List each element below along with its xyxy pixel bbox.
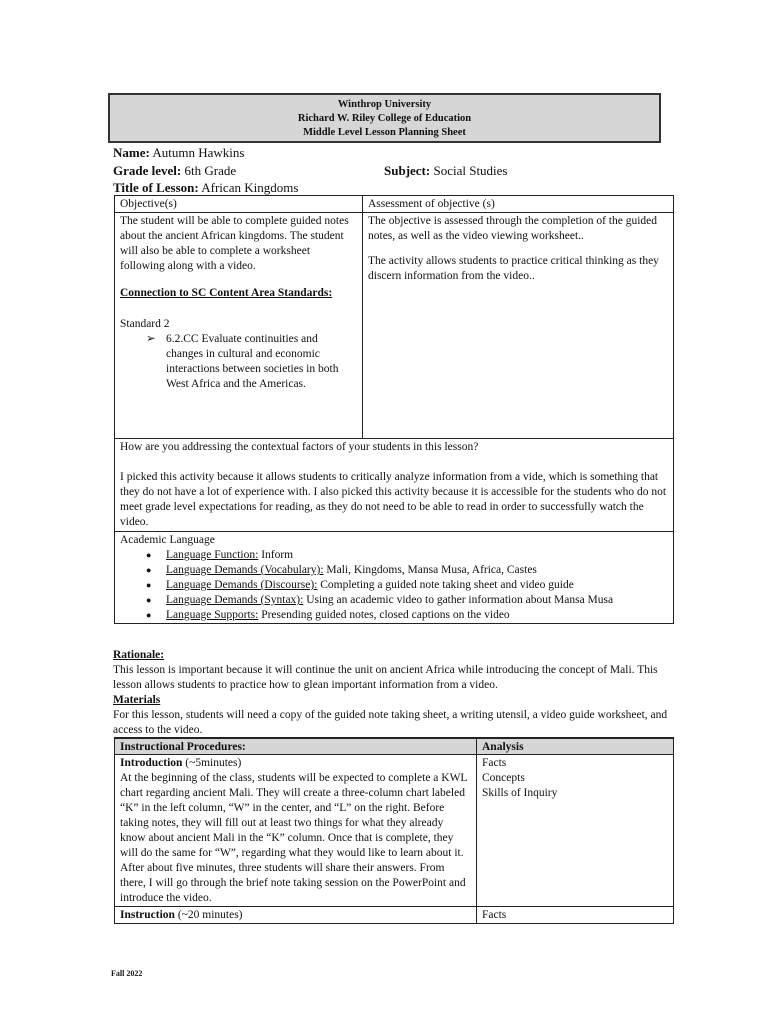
- assessment-cell: [363, 213, 674, 439]
- objective-text: The student will be able to complete guided notes about the ancient African kingdoms. The student will also be able to complete a worksheet following along with a video.: [120, 215, 349, 272]
- language-item-text: Using an academic video to gather information about Mansa Musa: [303, 594, 614, 606]
- objective-cell: [115, 213, 363, 439]
- analysis-item: Facts: [482, 757, 507, 769]
- instruction-analysis: Facts: [477, 907, 674, 924]
- name-value: Autumn Hawkins: [152, 145, 245, 160]
- list-item: [146, 563, 668, 578]
- procedures-header: Instructional Procedures:: [115, 738, 477, 755]
- name-label: Name:: [113, 145, 150, 160]
- language-item-label: Language Demands (Vocabulary):: [166, 564, 324, 576]
- materials-heading: Materials: [113, 694, 161, 706]
- introduction-cell: [115, 755, 477, 907]
- list-item: [146, 593, 668, 608]
- subject-line: [384, 163, 508, 179]
- language-item-label: Language Demands (Discourse):: [166, 579, 318, 591]
- rationale-text: This lesson is important because it will continue the unit on ancient Africa while introducing the concept of Mali. This lesson allows students to practice how to glean important information from a video.: [113, 664, 658, 691]
- standard-item: [146, 332, 357, 392]
- instruction-time: (~20 minutes): [174, 909, 243, 921]
- subject-label: Subject:: [384, 163, 431, 178]
- arrow-bullet-icon: ➢: [146, 333, 156, 345]
- language-item-text: Presending guided notes, closed captions on the video: [258, 609, 510, 621]
- rationale-heading: Rationale:: [113, 649, 165, 661]
- standard-label: Standard 2: [120, 318, 170, 330]
- materials-text: For this lesson, students will need a copy of the guided note taking sheet, a writing utensil, a video guide worksheet, and access to the video.: [113, 709, 668, 736]
- bullet-icon: ●: [146, 565, 152, 575]
- introduction-text: At the beginning of the class, students will be expected to complete a KWL chart regarding ancient Mali. They will create a three-column chart labeled “K” in the left column, “W” in the center, and “L” on the right. Before taking notes, they will fill out at least two things for what they already know about ancient Mali in the “K” column. Once that is complete, they will do the same for “W”, regarding what they would like to learn about it. After about five minutes, three students will share their answers. From there, I will go through the brief note taking session on the PowerPoint and introduce the video.: [120, 772, 468, 904]
- language-item-label: Language Function:: [166, 549, 259, 561]
- language-item-text: Completing a guided note taking sheet and video guide: [317, 579, 574, 591]
- list-item: [146, 608, 668, 623]
- instruction-label: Instruction: [120, 909, 175, 921]
- bullet-icon: ●: [146, 595, 152, 605]
- introduction-analysis-cell: [477, 755, 674, 907]
- sheet-title: Middle Level Lesson Planning Sheet: [303, 127, 466, 138]
- list-item: [146, 548, 668, 563]
- academic-language-heading: Academic Language: [120, 534, 215, 546]
- contextual-factors-cell: [115, 439, 674, 532]
- assessment-header: Assessment of objective (s): [363, 196, 674, 213]
- objectives-table: [114, 195, 674, 624]
- language-item-text: Mali, Kingdoms, Mansa Musa, Africa, Castes: [323, 564, 537, 576]
- language-item-label: Language Supports:: [166, 609, 259, 621]
- language-item-text: Inform: [258, 549, 294, 561]
- bullet-icon: ●: [146, 610, 152, 620]
- title-label: Title of Lesson:: [113, 180, 199, 195]
- title-value: African Kingdoms: [201, 180, 299, 195]
- bullet-icon: ●: [146, 550, 152, 560]
- language-item-label: Language Demands (Syntax):: [166, 594, 304, 606]
- analysis-header: Analysis: [477, 738, 674, 755]
- subject-value: Social Studies: [433, 163, 508, 178]
- procedures-table: [114, 737, 674, 924]
- academic-language-cell: [115, 532, 674, 624]
- contextual-answer: I picked this activity because it allows students to critically analyze information from a vide, which is something that they do not have a lot of experience with. I also picked this activity because it is accessible for the students who do not meet grade level expectations for reading, as they do not need to be able to read in order to successfully watch the video.: [120, 471, 667, 528]
- assessment-text-1: The objective is assessed through the completion of the guided notes, as well as the video viewing worksheet..: [368, 215, 658, 242]
- title-line: [113, 180, 298, 196]
- list-item: [146, 578, 668, 593]
- instruction-cell: [115, 907, 477, 924]
- name-line: [113, 145, 244, 161]
- grade-line: [113, 163, 236, 179]
- analysis-item: Skills of Inquiry: [482, 787, 558, 799]
- grade-value: 6th Grade: [184, 163, 237, 178]
- objective-header: Objective(s): [115, 196, 363, 213]
- document-header: [108, 93, 661, 143]
- contextual-question: How are you addressing the contextual factors of your students in this lesson?: [120, 441, 479, 453]
- university-name: Winthrop University: [337, 99, 432, 110]
- footer-term: Fall 2022: [111, 969, 143, 978]
- standard-item-text: 6.2.CC Evaluate continuities and changes in cultural and economic interactions between societies in both West Africa and the Americas.: [166, 333, 339, 390]
- introduction-time: (~5minutes): [182, 757, 242, 769]
- bullet-icon: ●: [146, 580, 152, 590]
- introduction-label: Introduction: [120, 757, 183, 769]
- assessment-text-2: The activity allows students to practice critical thinking as they discern information from the video..: [368, 255, 659, 282]
- rationale-section: [113, 648, 673, 738]
- college-name: Richard W. Riley College of Education: [297, 113, 472, 124]
- grade-label: Grade level:: [113, 163, 182, 178]
- standards-heading: Connection to SC Content Area Standards:: [120, 287, 333, 299]
- analysis-item: Concepts: [482, 772, 525, 784]
